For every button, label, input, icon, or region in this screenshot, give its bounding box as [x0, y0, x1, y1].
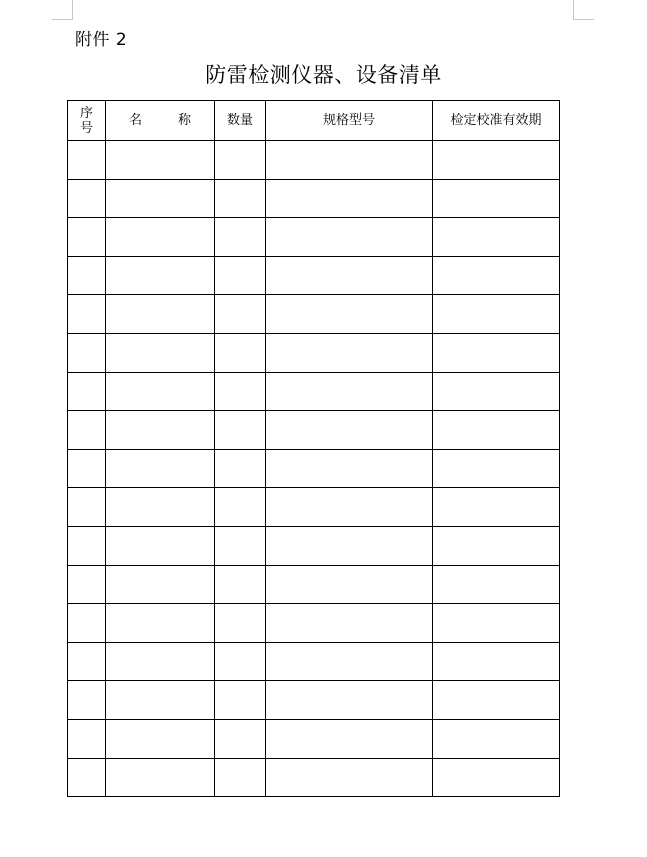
cell-seq[interactable] [68, 642, 106, 681]
table-row [68, 758, 560, 797]
cell-quantity[interactable] [215, 681, 266, 720]
header-validity: 检定校准有效期 [433, 101, 560, 141]
cell-quantity[interactable] [215, 179, 266, 218]
cell-model[interactable] [266, 604, 433, 643]
cell-model[interactable] [266, 642, 433, 681]
cell-name[interactable] [106, 256, 215, 295]
cell-model[interactable] [266, 218, 433, 257]
cell-validity[interactable] [433, 758, 560, 797]
table-row [68, 295, 560, 334]
cell-model[interactable] [266, 526, 433, 565]
cell-name[interactable] [106, 526, 215, 565]
cell-seq[interactable] [68, 565, 106, 604]
cell-model[interactable] [266, 295, 433, 334]
equipment-table [67, 100, 560, 797]
cell-seq[interactable] [68, 411, 106, 450]
cell-seq[interactable] [68, 449, 106, 488]
cell-quantity[interactable] [215, 141, 266, 180]
header-seq [68, 101, 106, 141]
cell-validity[interactable] [433, 604, 560, 643]
cell-seq[interactable] [68, 719, 106, 758]
cell-quantity[interactable] [215, 333, 266, 372]
cell-model[interactable] [266, 141, 433, 180]
cell-quantity[interactable] [215, 526, 266, 565]
header-name [106, 101, 215, 141]
table-row [68, 256, 560, 295]
cell-model[interactable] [266, 256, 433, 295]
header-quantity: 数量 [215, 101, 266, 141]
table-row [68, 141, 560, 180]
cell-quantity[interactable] [215, 218, 266, 257]
cell-validity[interactable] [433, 488, 560, 527]
cell-quantity[interactable] [215, 488, 266, 527]
cell-name[interactable] [106, 604, 215, 643]
header-name-char1: 名 [128, 113, 142, 128]
cell-validity[interactable] [433, 295, 560, 334]
table-row [68, 565, 560, 604]
cell-validity[interactable] [433, 411, 560, 450]
cell-name[interactable] [106, 488, 215, 527]
cell-name[interactable] [106, 179, 215, 218]
cell-name[interactable] [106, 218, 215, 257]
table-body [68, 141, 560, 797]
crop-mark-top-right-horizontal [573, 19, 594, 20]
table-row [68, 719, 560, 758]
cell-seq[interactable] [68, 333, 106, 372]
cell-seq[interactable] [68, 758, 106, 797]
cell-quantity[interactable] [215, 604, 266, 643]
cell-model[interactable] [266, 719, 433, 758]
cell-quantity[interactable] [215, 295, 266, 334]
table-row [68, 411, 560, 450]
cell-seq[interactable] [68, 218, 106, 257]
cell-name[interactable] [106, 642, 215, 681]
table-row [68, 333, 560, 372]
cell-seq[interactable] [68, 526, 106, 565]
cell-validity[interactable] [433, 642, 560, 681]
cell-name[interactable] [106, 681, 215, 720]
cell-validity[interactable] [433, 449, 560, 488]
cell-quantity[interactable] [215, 719, 266, 758]
cell-seq[interactable] [68, 179, 106, 218]
cell-model[interactable] [266, 681, 433, 720]
cell-validity[interactable] [433, 372, 560, 411]
table-row [68, 681, 560, 720]
cell-name[interactable] [106, 719, 215, 758]
header-seq-line2: 号 [79, 120, 93, 136]
table-row [68, 642, 560, 681]
cell-model[interactable] [266, 565, 433, 604]
header-name-char2: 称 [178, 113, 192, 128]
table-row [68, 449, 560, 488]
cell-quantity[interactable] [215, 565, 266, 604]
cell-name[interactable] [106, 372, 215, 411]
cell-model[interactable] [266, 333, 433, 372]
table-row [68, 488, 560, 527]
cell-seq[interactable] [68, 256, 106, 295]
document-title: 防雷检测仪器、设备清单 [205, 63, 442, 87]
header-seq-line1: 序 [79, 105, 93, 121]
table-row [68, 604, 560, 643]
cell-quantity[interactable] [215, 256, 266, 295]
table-row [68, 372, 560, 411]
cell-name[interactable] [106, 411, 215, 450]
crop-mark-top-left-horizontal [52, 19, 73, 20]
table-row [68, 218, 560, 257]
cell-quantity[interactable] [215, 758, 266, 797]
cell-seq[interactable] [68, 488, 106, 527]
cell-model[interactable] [266, 179, 433, 218]
cell-validity[interactable] [433, 719, 560, 758]
cell-name[interactable] [106, 565, 215, 604]
cell-seq[interactable] [68, 604, 106, 643]
cell-quantity[interactable] [215, 642, 266, 681]
cell-model[interactable] [266, 488, 433, 527]
cell-model[interactable] [266, 411, 433, 450]
cell-seq[interactable] [68, 141, 106, 180]
table-row [68, 526, 560, 565]
cell-validity[interactable] [433, 256, 560, 295]
cell-quantity[interactable] [215, 372, 266, 411]
cell-name[interactable] [106, 295, 215, 334]
cell-name[interactable] [106, 141, 215, 180]
cell-seq[interactable] [68, 295, 106, 334]
cell-validity[interactable] [433, 333, 560, 372]
cell-validity[interactable] [433, 179, 560, 218]
cell-seq[interactable] [68, 681, 106, 720]
cell-name[interactable] [106, 449, 215, 488]
table-header-row [68, 101, 560, 141]
cell-model[interactable] [266, 449, 433, 488]
cell-validity[interactable] [433, 141, 560, 180]
header-model: 规格型号 [266, 101, 433, 141]
attachment-label: 附件 2 [75, 30, 128, 50]
cell-name[interactable] [106, 758, 215, 797]
cell-quantity[interactable] [215, 411, 266, 450]
cell-validity[interactable] [433, 218, 560, 257]
crop-mark-top-right-vertical [573, 0, 574, 20]
cell-validity[interactable] [433, 681, 560, 720]
cell-seq[interactable] [68, 372, 106, 411]
cell-quantity[interactable] [215, 449, 266, 488]
table-row [68, 179, 560, 218]
crop-mark-top-left-vertical [72, 0, 73, 20]
cell-validity[interactable] [433, 526, 560, 565]
cell-name[interactable] [106, 333, 215, 372]
cell-validity[interactable] [433, 565, 560, 604]
cell-model[interactable] [266, 758, 433, 797]
cell-model[interactable] [266, 372, 433, 411]
